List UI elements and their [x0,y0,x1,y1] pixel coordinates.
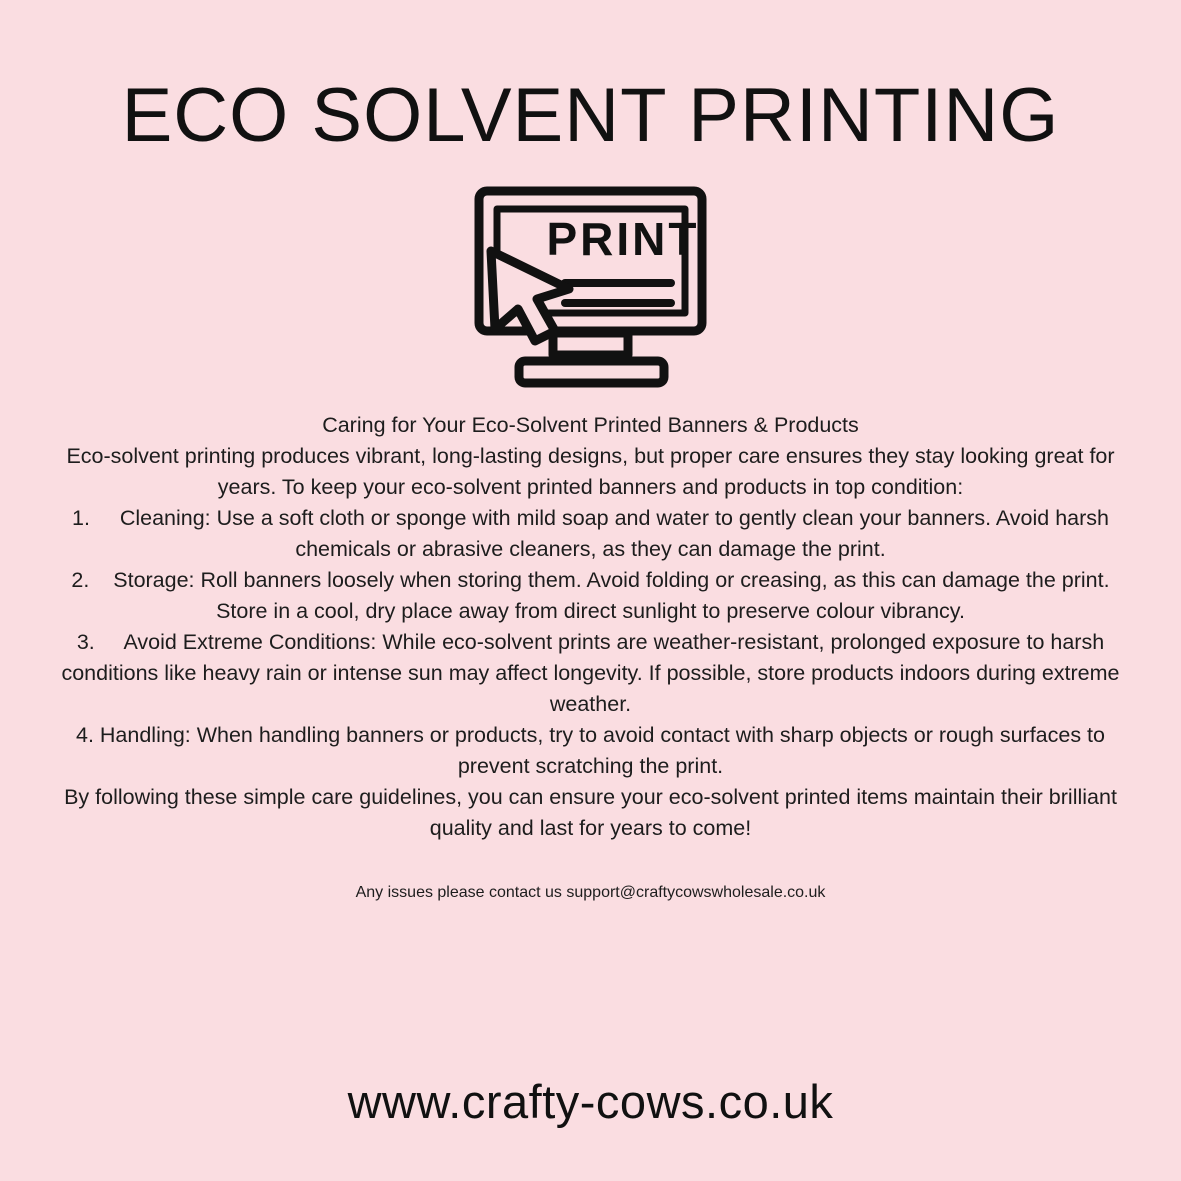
monitor-print-cursor-icon [473,185,708,390]
list-item [56,503,1126,565]
page-title: ECO SOLVENT PRINTING [121,73,1060,158]
list-item-text: Avoid Extreme Conditions: While eco-solvent prints are weather-resistant, prolonged exposure to harsh conditions like heavy rain or intense sun may affect longevity. If possible, store products indoors during extreme weather. [61,630,1120,716]
list-item [56,720,1126,782]
list-item-number: 1. [72,506,90,530]
list-item [56,565,1126,627]
list-item-number: 4. [75,723,94,747]
list-item-number: 2. [71,568,90,592]
screen-print-label: PRINT [546,212,700,265]
body-intro: Eco-solvent printing produces vibrant, long-lasting designs, but proper care ensures they stay looking great for years. To keep your eco-solvent printed banners and products in top condition: [66,444,1115,499]
body-heading: Caring for Your Eco-Solvent Printed Banners & Products [322,413,859,437]
list-item-text: Cleaning: Use a soft cloth or sponge with mild soap and water to gently clean your banners. Avoid harsh chemicals or abrasive cleaners, as they can damage the print. [119,506,1109,561]
website-url: www.crafty-cows.co.uk [347,1075,834,1128]
care-instructions [56,392,1126,844]
list-item-text: Storage: Roll banners loosely when storing them. Avoid folding or creasing, as this can damage the print. Store in a cool, dry place away from direct sunlight to preserve colour vibrancy. [113,568,1110,623]
list-item [56,627,1126,720]
list-item-text: Handling: When handling banners or products, try to avoid contact with sharp objects or rough surfaces to prevent scratching the print. [99,723,1105,778]
list-item-number: 3. [76,630,95,654]
support-contact: Any issues please contact us support@craftycowswholesale.co.uk [355,884,826,901]
print-illustration [0,182,1181,392]
body-closing: By following these simple care guidelines, you can ensure your eco-solvent printed items maintain their brilliant quality and last for years to come! [64,785,1117,840]
